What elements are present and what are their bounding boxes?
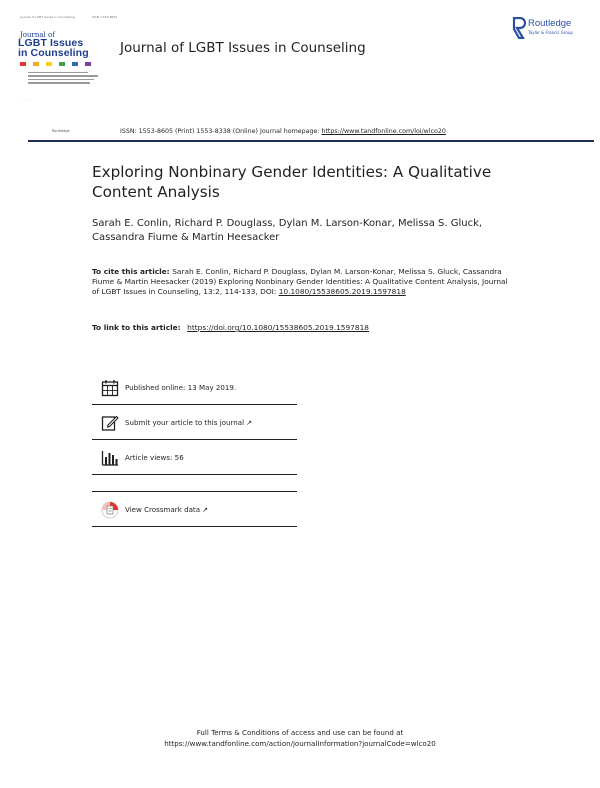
link-label: To link to this article:	[92, 323, 184, 332]
issn-small-logo: Routledge	[52, 129, 70, 133]
footer-terms-link[interactable]: https://www.tandfonline.com/action/journalInformation?journalCode=wlco20	[164, 739, 436, 748]
cite-text: Sarah E. Conlin, Richard P. Douglass, Dylan M. Larson-Konar, Melissa S. Gluck, Cassandra Fiume & Martin Heesacker (2019) Exploring Nonbinary Gender Identities: A Qualitative Content Analysis, Journal of LGBT Issues in Counseling, 13:2, 114-133, DOI:	[92, 267, 508, 296]
cover-logo-line3: in Counseling	[18, 47, 89, 59]
calendar-icon	[101, 379, 119, 397]
cover-dot	[33, 62, 39, 66]
link-block	[92, 323, 512, 332]
submit-link[interactable]	[125, 418, 252, 427]
published-row	[92, 370, 297, 405]
footer	[0, 727, 600, 749]
journal-homepage-link[interactable]: https://www.tandfonline.com/loi/wlco20	[321, 128, 446, 135]
views-row	[92, 440, 297, 475]
publisher-sub: Taylor & Francis Group	[528, 30, 573, 35]
crossmark-icon	[101, 501, 119, 519]
edit-icon	[101, 414, 119, 432]
crossmark-link[interactable]	[125, 505, 208, 514]
routledge-logo-icon	[512, 17, 526, 39]
crossmark-row[interactable]	[92, 491, 297, 527]
cite-doi-link[interactable]: 10.1080/15538605.2019.1597818	[278, 287, 406, 296]
external-link-icon: ↗	[202, 506, 208, 514]
cover-dot	[59, 62, 65, 66]
cover-dot	[20, 62, 26, 66]
issn-text: ISSN: 1553-8605 (Print) 1553-8338 (Online) Journal homepage:	[120, 128, 322, 135]
article-title: Exploring Nonbinary Gender Identities: A Qualitative Content Analysis	[92, 163, 492, 201]
submit-row[interactable]	[92, 405, 297, 440]
header-rule	[28, 140, 594, 142]
article-authors: Sarah E. Conlin, Richard P. Douglass, Dylan M. Larson-Konar, Melissa S. Gluck, Cassandra Fiume & Martin Heesacker	[92, 218, 483, 243]
cover-dot	[85, 62, 91, 66]
footer-terms: Full Terms & Conditions of access and use can be found at	[196, 728, 404, 737]
crossmark-text: View Crossmark data	[125, 505, 201, 514]
views-divider	[92, 474, 297, 475]
bar-chart-icon	[101, 449, 119, 467]
tiny-header-mid: ISSN: 1553-8605	[92, 15, 118, 19]
tiny-header-left: Journal of LGBT Issues in Counseling	[20, 15, 75, 19]
cover-fine-print	[28, 70, 98, 86]
cover-logo-main	[18, 38, 89, 58]
article-views: Article views: 56	[125, 453, 184, 462]
cover-dot	[46, 62, 52, 66]
article-doi-link[interactable]: https://doi.org/10.1080/15538605.2019.1597818	[187, 323, 369, 332]
cite-label: To cite this article:	[92, 267, 173, 276]
publisher-name: Routledge	[528, 18, 572, 29]
cover-logo-line2: LGBT Issues	[18, 37, 84, 49]
citation-block	[92, 267, 512, 297]
issn-line	[120, 128, 446, 135]
journal-title: Journal of LGBT Issues in Counseling	[120, 40, 366, 56]
submit-text: Submit your article to this journal	[125, 418, 245, 427]
cover-dot	[72, 62, 78, 66]
cover-logo-line1: Journal of	[20, 31, 55, 39]
cover-color-dots	[20, 62, 91, 66]
external-link-icon: ↗	[246, 419, 252, 427]
published-date: Published online: 13 May 2019.	[125, 383, 237, 392]
cover-small-caption: ·· ··· ·· ·	[20, 98, 31, 102]
